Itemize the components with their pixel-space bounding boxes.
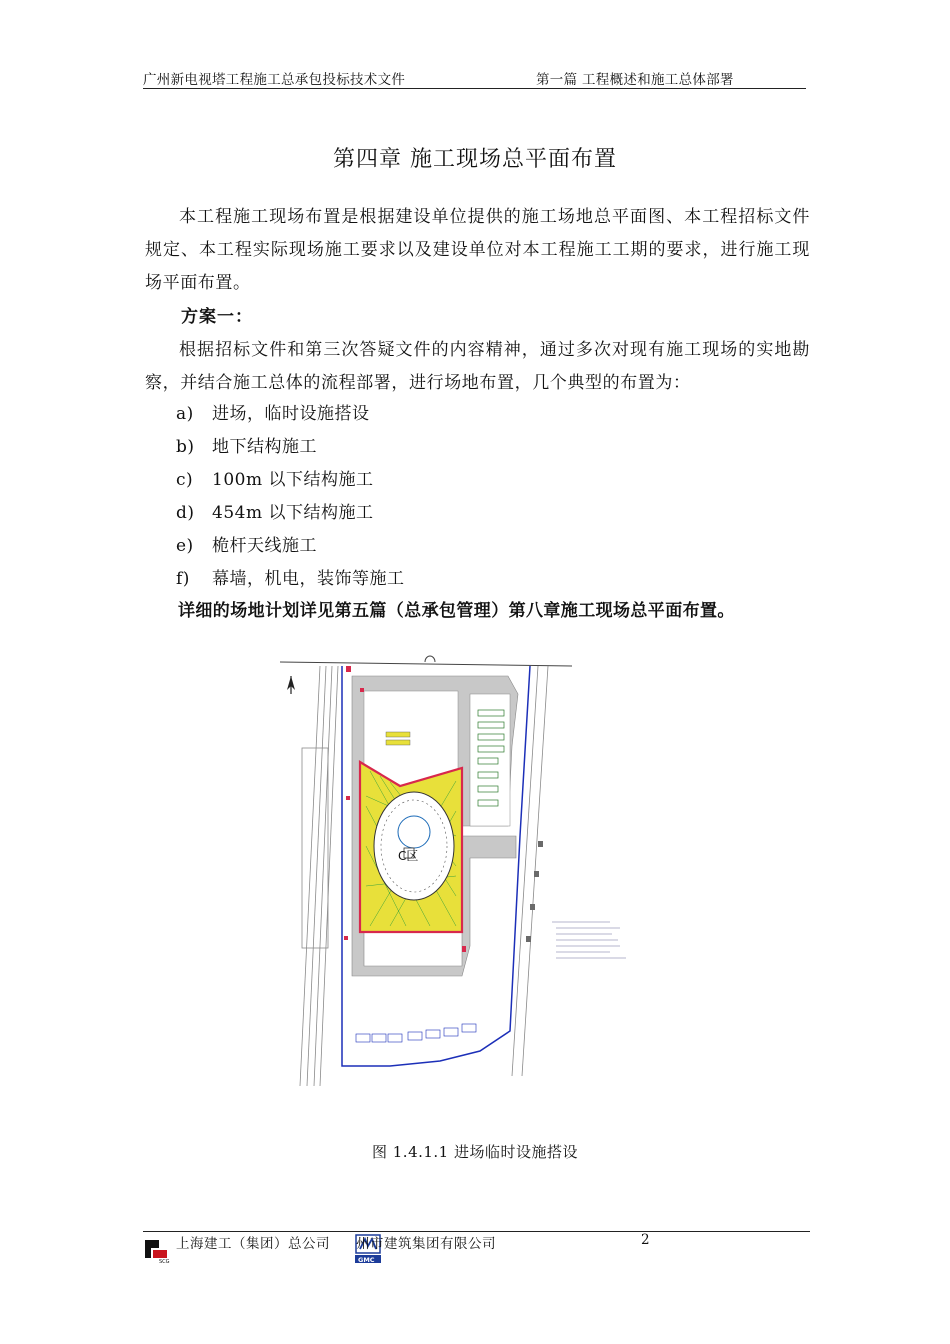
page-header bbox=[143, 66, 806, 89]
list-text: 桅杆天线施工 bbox=[212, 536, 317, 556]
list-text: 进场，临时设施搭设 bbox=[212, 404, 370, 424]
plan-legend bbox=[552, 922, 626, 958]
site-boundary-line bbox=[280, 662, 572, 666]
scg-logo bbox=[143, 1236, 173, 1264]
site-plan-drawing bbox=[280, 636, 650, 1096]
chapter-title: 第四章 施工现场总平面布置 bbox=[333, 147, 617, 172]
list-item bbox=[176, 464, 405, 497]
list-text: 454m 以下结构施工 bbox=[212, 503, 374, 523]
list-marker: b) bbox=[176, 437, 195, 457]
railway-corridor bbox=[300, 666, 338, 1086]
tower-ellipse bbox=[374, 792, 454, 900]
list-marker: a) bbox=[176, 404, 194, 424]
list-text: 100m 以下结构施工 bbox=[212, 470, 374, 490]
list-item bbox=[176, 398, 405, 431]
intro-paragraph: 本工程施工现场布置是根据建设单位提供的施工场地总平面图、本工程招标文件规定、本工程实际现场施工要求以及建设单位对本工程施工工期的要求，进行施工现场平面布置。 bbox=[145, 207, 810, 293]
gmc-logo-text: GMC bbox=[358, 1256, 375, 1264]
layout-list bbox=[176, 398, 405, 596]
footer-company-right: 州市建筑集团有限公司 bbox=[356, 1236, 496, 1252]
list-marker: d) bbox=[176, 503, 195, 523]
list-marker: e) bbox=[176, 536, 194, 556]
list-item bbox=[176, 497, 405, 530]
site-gate-marker bbox=[425, 656, 435, 662]
list-text: 地下结构施工 bbox=[212, 437, 317, 457]
list-item bbox=[176, 530, 405, 563]
right-road-lines bbox=[512, 666, 548, 1076]
north-arrow-icon bbox=[287, 676, 295, 694]
page-number: 2 bbox=[641, 1232, 651, 1248]
plan-heading: 方案一： bbox=[181, 307, 253, 327]
header-document-title: 广州新电视塔工程施工总承包投标技术文件 bbox=[143, 72, 406, 88]
list-item bbox=[176, 431, 405, 464]
footer-company-left: 上海建工（集团）总公司 bbox=[176, 1236, 330, 1252]
figure-caption: 图 1.4.1.1 进场临时设施搭设 bbox=[371, 1143, 578, 1161]
list-text: 幕墙，机电，装饰等施工 bbox=[212, 569, 405, 589]
zone-label: C区 bbox=[398, 849, 419, 863]
detail-note: 详细的场地计划详见第五篇（总承包管理）第八章施工现场总平面布置。 bbox=[178, 601, 735, 621]
list-marker: f) bbox=[176, 569, 190, 589]
list-marker: c) bbox=[176, 470, 194, 490]
road-name-marks bbox=[526, 841, 543, 942]
list-item bbox=[176, 563, 405, 596]
bottom-facilities bbox=[356, 1024, 476, 1042]
plan-paragraph: 根据招标文件和第三次答疑文件的内容精神，通过多次对现有施工现场的实地勘察，并结合施工总体的流程部署，进行场地布置，几个典型的布置为： bbox=[145, 340, 810, 393]
scg-logo-text: SCG bbox=[159, 1259, 170, 1264]
header-section-title: 第一篇 工程概述和施工总体部署 bbox=[536, 72, 734, 88]
